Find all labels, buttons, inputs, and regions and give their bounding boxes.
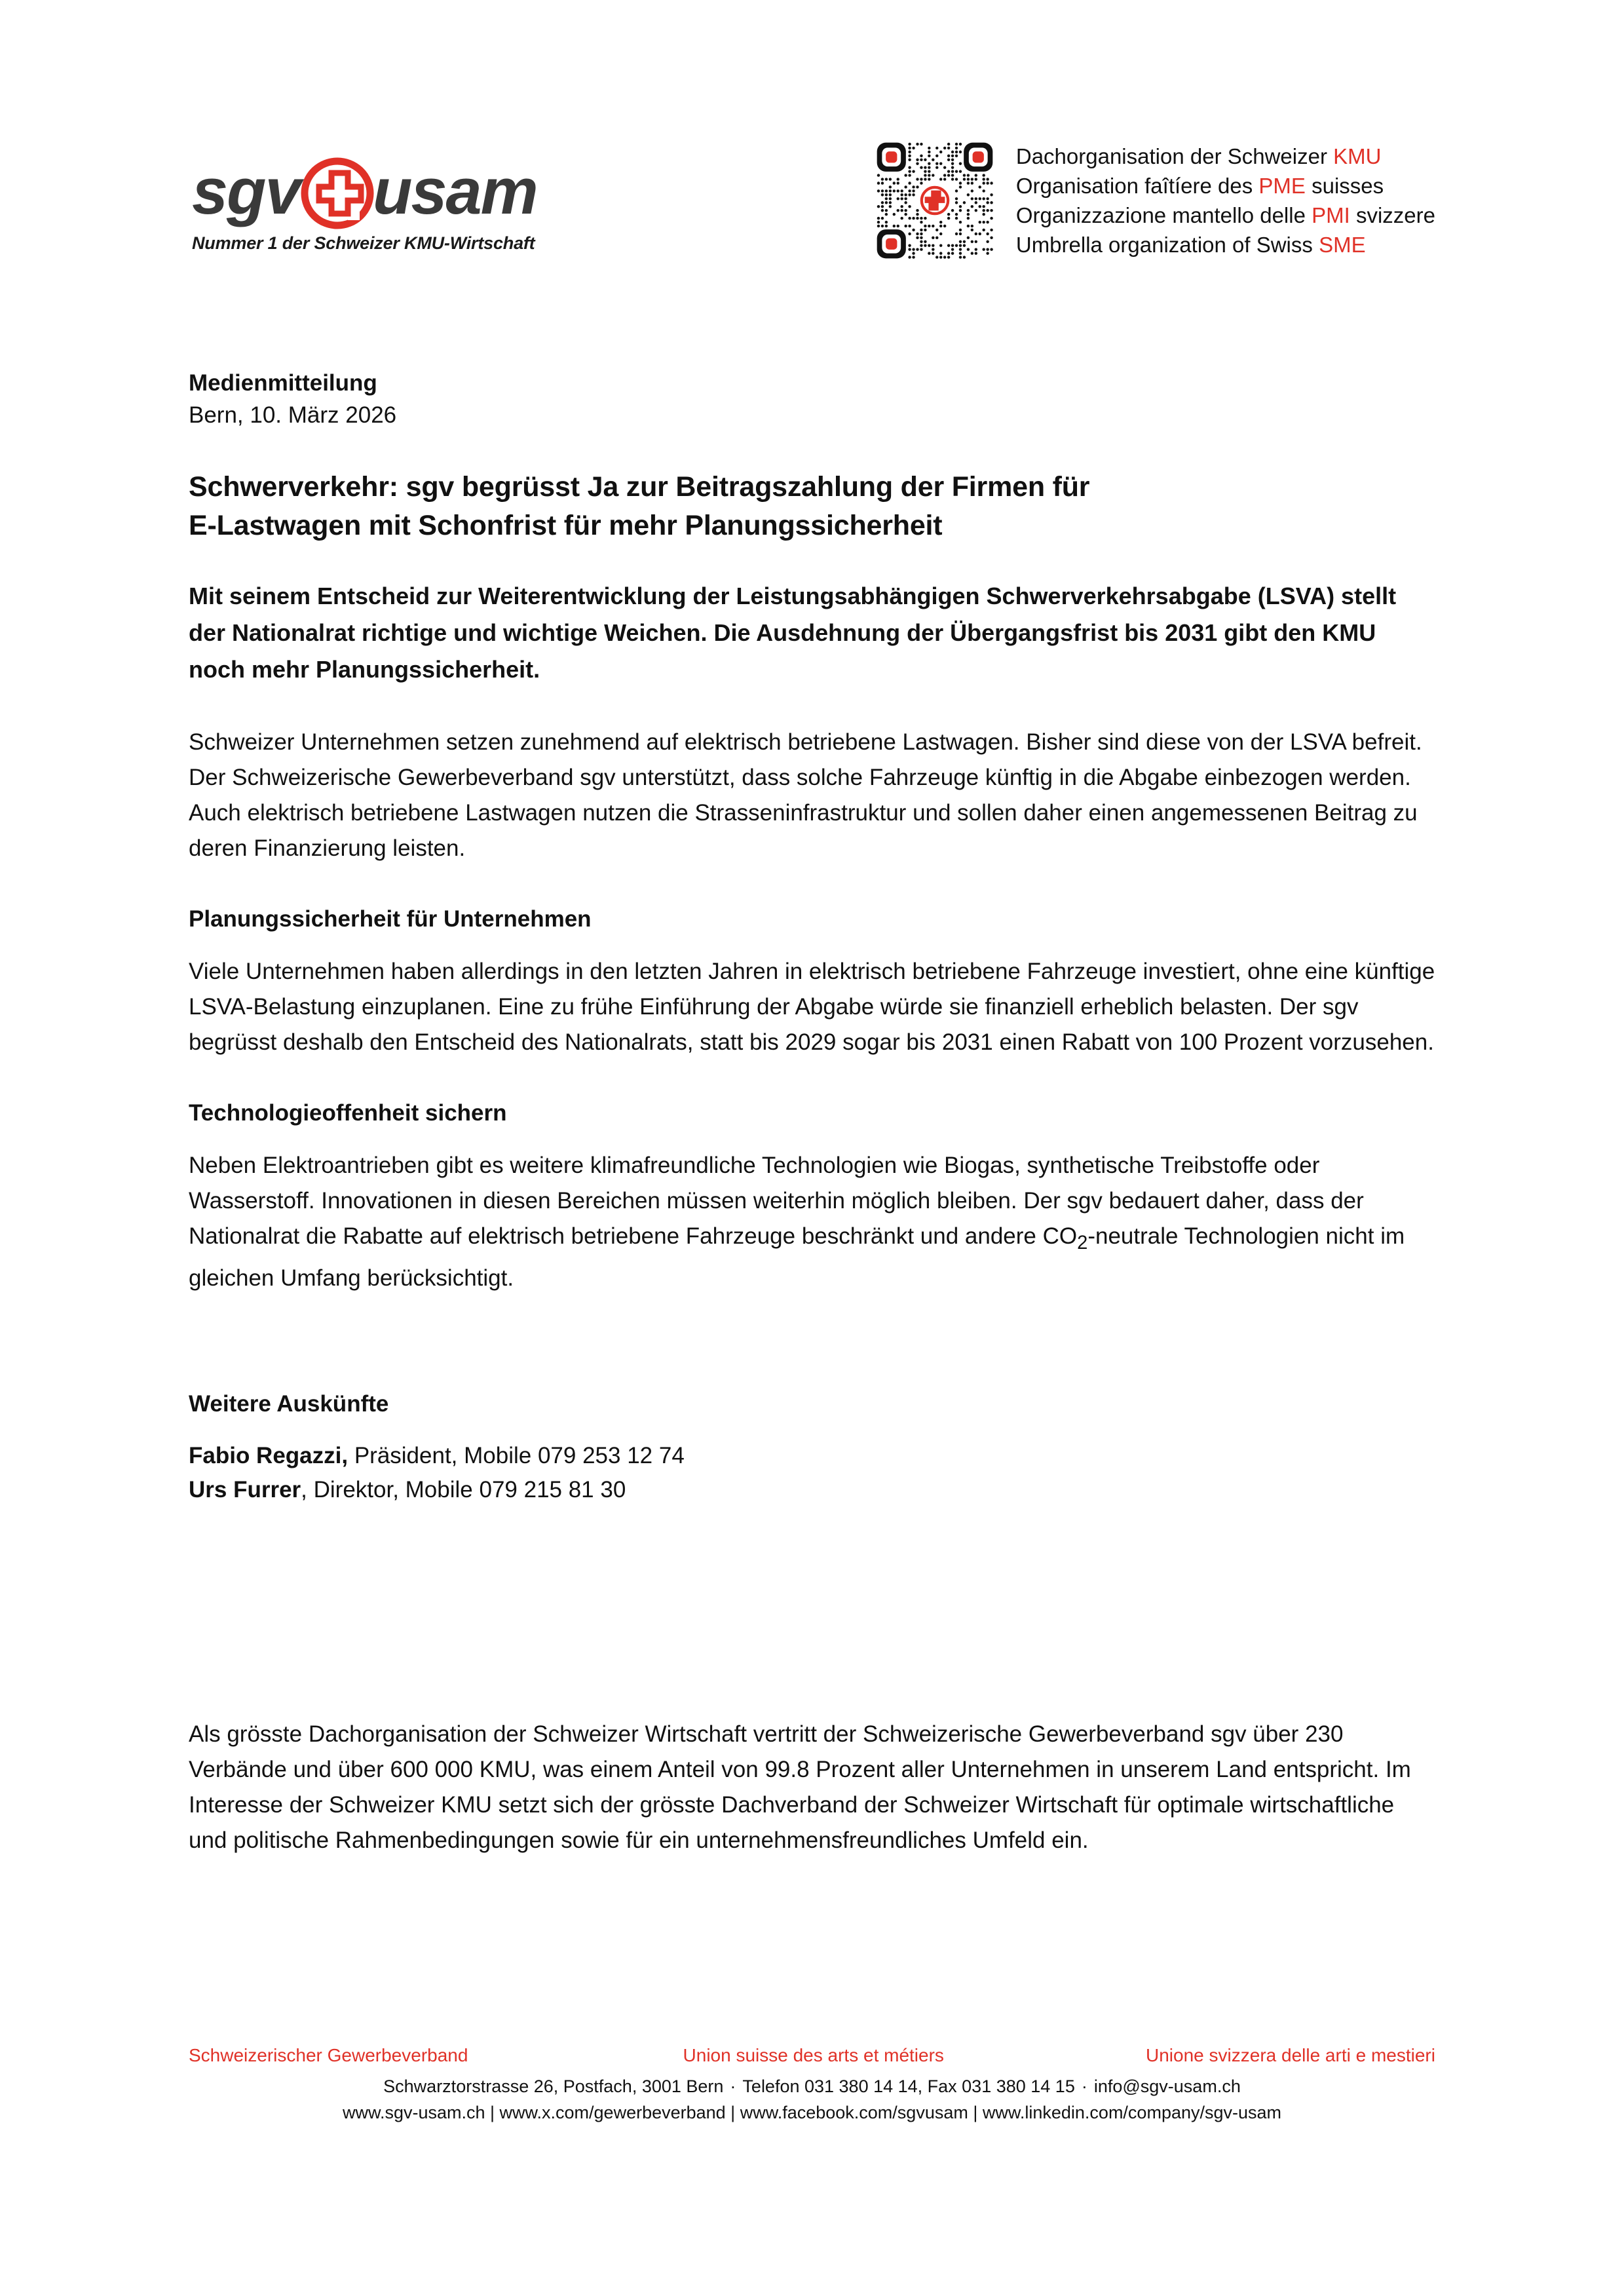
document-header [189,138,1435,282]
brand-line-fr: Organisation faîtíere des PME suisses [1015,174,1384,198]
dateline: Bern, 10. März 2026 [189,402,397,428]
document-footer [189,2043,1435,2126]
qr-finder-top-right [964,143,992,172]
qr-center-logo [920,185,950,216]
brand-line-it: Organizzazione mantello delle PMI svizzere [1015,203,1435,227]
qr-finder-top-left [877,143,906,172]
contact-person [189,1439,1437,1473]
document-type-label: Medienmitteilung [189,370,377,396]
sgv-usam-logo [192,157,598,254]
footer-org-de: Schweizerischer Gewerbeverband [189,2045,468,2065]
headline-line-2: E-Lastwagen mit Schonfrist für mehr Planungssicherheit [189,510,943,541]
contact-details: Präsident, Mobile 079 253 12 74 [348,1443,685,1468]
qr-code-icon[interactable] [872,138,998,263]
page-title [189,468,1437,545]
brand-line-en: Umbrella organization of Swiss SME [1015,233,1366,257]
footer-email[interactable]: info@sgv-usam.ch [1093,2076,1241,2096]
svg-text:sgv: sgv [192,157,300,227]
svg-text:usam: usam [373,157,537,227]
section-heading: Technologieoffenheit sichern [189,1100,507,1126]
footer-org-fr: Union suisse des arts et métiers [683,2045,944,2065]
brand-taglines [1016,138,1435,259]
headline-line-1: Schwerverkehr: sgv begrüsst Ja zur Beitragszahlung der Firmen für [189,471,1090,503]
intro-paragraph: Schweizer Unternehmen setzen zunehmend auf elektrisch betriebene Lastwagen. Bisher sind diese von der LSVA befreit. Der Schweizerische Gewerbeverband sgv unterstützt, dass solche Fahrzeuge künftig in die Abgabe einbezogen werden. Auch elektrisch betriebene Lastwagen nutzen die Strasseninfrastruktur und sollen daher einen angemessenen Beitrag zu deren Finanzierung leisten. [189,729,1422,861]
contacts-block [189,1388,1437,1507]
section-paragraph: Viele Unternehmen haben allerdings in den letzten Jahren in elektrisch betriebene Fahrzeuge investiert, ohne eine künftige LSVA-Belastung einzuplanen. Eine zu frühe Einführung der Abgabe würde sie finanziell erheblich belasten. Der sgv begrüsst deshalb den Entscheid des Nationalrats, statt bis 2029 sogar bis 2031 einen Rabatt von 100 Prozent vorzusehen. [189,959,1435,1055]
boilerplate-paragraph: Als grösste Dachorganisation der Schweizer Wirtschaft vertritt der Schweizerische Gewerbeverband sgv über 230 Verbände und über 600 000 KMU, was einem Anteil von 99.8 Prozent aller Unternehmen in unserem Land entspricht. Im Interesse der Schweizer KMU setzt sich der grösste Dachverband der Schweizer Wirtschaft für optimale wirtschaftliche und politische Rahmenbedingungen sowie für ein unternehmensfreundliches Umfeld ein. [189,1721,1411,1853]
lead-paragraph: Mit seinem Entscheid zur Weiterentwicklung der Leistungsabhängigen Schwerverkehrsabgabe (LSVA) stellt der Nationalrat richtige und wichtige Weichen. Die Ausdehnung der Übergangsfrist bis 2031 gibt den KMU noch mehr Planungssicherheit. [189,583,1397,683]
footer-separator: · [730,2076,736,2096]
section-technologieoffenheit [189,1097,1437,1296]
footer-phone: Telefon 031 380 14 14, Fax 031 380 14 15 [742,2076,1075,2096]
section-planungssicherheit [189,903,1437,1060]
logo-tagline: Nummer 1 der Schweizer KMU-Wirtschaft [192,233,535,253]
section-paragraph: Neben Elektroantrieben gibt es weitere klimafreundliche Technologien wie Biogas, synthetische Treibstoffe oder Wasserstoff. Innovationen in diesen Bereichen müssen weiterhin möglich bleiben. Der sgv bedauert daher, dass der Nationalrat die Rabatte auf elektrisch betriebene Fahrzeuge beschränkt und andere $CO_2$-neutrale Technologien nicht im gleichen Umfang berücksichtigt. [189,1153,1405,1291]
footer-urls[interactable]: www.sgv-usam.ch | www.x.com/gewerbeverband | www.facebook.com/sgvusam | www.linkedin.com/company/sgv-usam [342,2103,1282,2122]
footer-address: Schwarztorstrasse 26, Postfach, 3001 Bern [383,2076,724,2096]
qr-code-graphic [872,138,998,263]
brand-identity-block [872,138,1435,263]
contact-person [189,1473,1437,1507]
contacts-heading: Weitere Auskünfte [189,1391,389,1417]
document-content [189,367,1437,1507]
section-heading: Planungssicherheit für Unternehmen [189,906,592,932]
footer-organization-names [189,2043,1435,2068]
logo-wordmark [192,157,559,229]
qr-finder-bottom-left [877,229,906,258]
contact-name: Fabio Regazzi, [189,1443,349,1468]
co2-subscript: 2 [1077,1233,1088,1253]
swiss-cross-emblem [305,161,370,225]
footer-contact-line [189,2073,1435,2099]
footer-org-it: Unione svizzera delle arti e mestieri [1146,2045,1435,2065]
brand-line-de: Dachorganisation der Schweizer KMU [1015,144,1382,168]
contact-details: , Direktor, Mobile 079 215 81 30 [301,1477,626,1502]
contact-name: Urs Furrer [189,1477,301,1502]
footer-separator: · [1081,2076,1087,2096]
